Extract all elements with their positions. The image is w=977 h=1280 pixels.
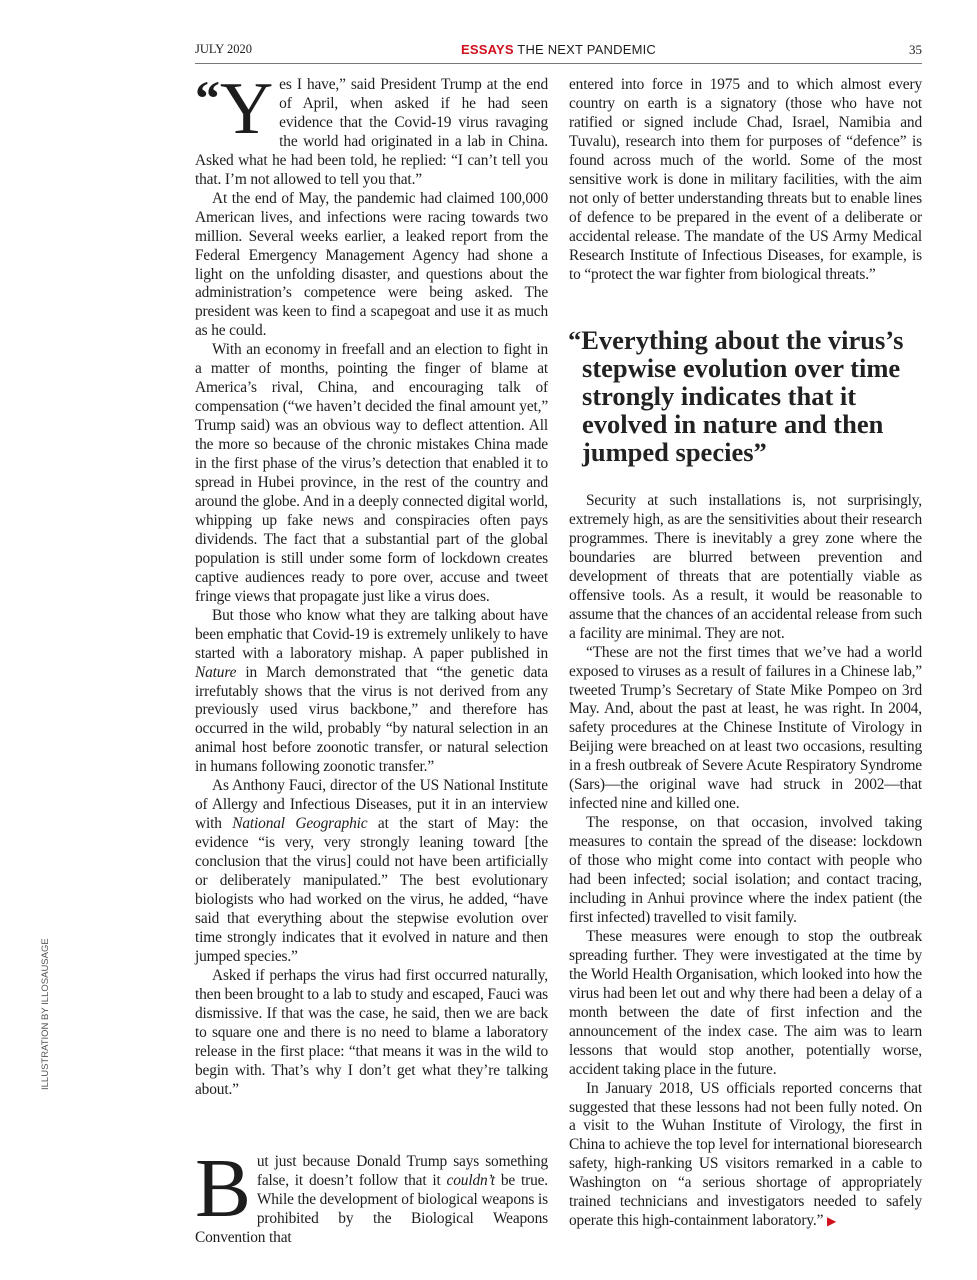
pull-quote-line: jumped species”: [582, 437, 767, 467]
publication-name: National Geographic: [232, 815, 368, 833]
paragraph: [569, 1080, 922, 1232]
left-column-section-two: [195, 1142, 548, 1248]
paragraph-text: es I have,” said President Trump at the end of April, when asked if he had seen evidence that the Covid-19 virus ravaging the world had originated in a lab in China. Asked what he had been told, he replied: “I can’t tell you that. I’m not allowed to tell you that.”: [195, 76, 548, 188]
running-header: [195, 40, 922, 60]
header-rule: [195, 63, 922, 64]
right-column-bottom: [569, 492, 922, 1231]
paragraph-text: at the start of May: the evidence “is very, very strongly leaning toward [the conclusion that the virus] could not have been artificially or deliberately manipulated.” The best evolutionary biologists who had worked on the virus, he added, “have said that everything about the stepwise evolution over time strongly indicates that it evolved in nature and then jumped species.”: [195, 815, 548, 965]
paragraph-text: ut just because Donald Trump says something false, it doesn’t follow that it: [256, 1153, 548, 1189]
pull-quote: [568, 326, 928, 466]
paragraph-text: As Anthony Fauci, director of the US National Institute of Allergy and Infectious Diseases, put it in an interview with: [195, 777, 548, 833]
pull-quote-line: evolved in nature and then: [582, 409, 884, 439]
continue-arrow-icon: ▶: [826, 1214, 837, 1229]
pull-quote-line: “Everything about the virus’s: [568, 325, 904, 355]
paragraph-text: But those who know what they are talking about have been emphatic that Covid-19 is extremely unlikely to have started with a laboratory mishap. A paper published in: [195, 606, 548, 662]
paragraph: [195, 1142, 548, 1248]
paragraph-text: In January 2018, US officials reported concerns that suggested that these lessons had not been fully noted. On a visit to the Wuhan Institute of Virology, the first in China to achieve the top level for international bioresearch safety, high-ranking US visitors remarked in a cable to Washington on “a serious shortage of appropriately trained technicians and investigators needed to safely operate this high-containment laboratory.”: [569, 1079, 922, 1230]
article-series: THE NEXT PANDEMIC: [517, 42, 657, 57]
paragraph: At the end of May, the pandemic had claimed 100,000 American lives, and infections were racing towards two million. Several weeks earlier, a leaked report from the Federal Emergency Management Agency had shone a light on the unfolding disaster, and questions about the administration’s competence were being asked. The president was keen to find a scapegoat and use it as much as he could.: [195, 189, 548, 340]
issue-date: JULY 2020: [195, 42, 252, 56]
section-name: ESSAYS: [460, 42, 514, 57]
drop-cap: Y: [219, 68, 274, 150]
paragraph: Asked if perhaps the virus had first occurred naturally, then been brought to a lab to study and escaped, Fauci was dismissive. If that was the case, he said, then we are back to square one and there is no need to blame a laboratory release in the first place: “that means it was in the wild to begin with. That’s why I don’t get what they’re talking about.”: [195, 966, 548, 1098]
pull-quote-line: strongly indicates that it: [582, 381, 857, 411]
paragraph: With an economy in freefall and an election to fight in a matter of months, pointing the finger of blame at America’s rival, China, and encouraging talk of compensation (“we haven’t decided the final amount yet,” Trump said) was an obvious way to deflect attention. All the more so because of the chronic mistakes China made in the first phase of the virus’s detection that enabled it to spread in Hubei province, in the rest of the country and around the globe. And in a deeply connected digital world, whipping up fake news and conspiracies often pays dividends. The fact that a substantial part of the global population is still under some form of lockdown creates captive audiences ready to pore over, accuse and tweet fringe views that propagate just like a virus does.: [195, 341, 548, 605]
emphasis: couldn’t: [446, 1171, 495, 1189]
section-label: [195, 42, 922, 57]
left-column: [195, 68, 548, 1099]
paragraph: [195, 68, 548, 190]
paragraph: [195, 777, 548, 967]
page-number: 35: [909, 42, 922, 57]
right-column-top: [569, 76, 922, 284]
paragraph: [195, 607, 548, 778]
paragraph-text: be true. While the development of biological weapons is prohibited by the Biological Weapons Convention that: [195, 1171, 548, 1246]
publication-name: Nature: [195, 663, 237, 681]
illustration-credit: ILLUSTRATION BY ILLOSAUSAGE: [40, 938, 51, 1090]
paragraph: entered into force in 1975 and to which almost every country on earth is a signatory (those who have not ratified or signed include Chad, Israel, Namibia and Tuvalu), research into them for purposes of “defence” is found across much of the world. Some of the most sensitive work is done in military facilities, with the aim not only of better understanding threats but to enable lines of defence to be prepared in the event of a deliberate or accidental release. The mandate of the US Army Medical Research Institute of Infectious Diseases, for example, is to “protect the war fighter from biological threats.”: [569, 76, 922, 283]
paragraph: The response, on that occasion, involved taking measures to contain the spread of the disease: lockdown of those who might come into contact with people who had been infected; social isolation; and contact tracing, including in Anhui province where the index patient (the first infected) travelled to visit family.: [569, 814, 922, 926]
pull-quote-line: stepwise evolution over time: [582, 353, 901, 383]
drop-cap: B: [195, 1142, 251, 1235]
opening-quote-mark: “: [195, 70, 220, 126]
paragraph: “These are not the first times that we’ve had a world exposed to viruses as a result of failures in a Chinese lab,” tweeted Trump’s Secretary of State Mike Pompeo on 3rd May. And, about the past at least, he was right. In 2004, safety procedures at the Chinese Institute of Virology in Beijing were breached on at least two occasions, resulting in a fresh outbreak of Severe Acute Respiratory Syndrome (Sars)—the original wave had struck in 2002—that infected nine and killed one.: [569, 643, 922, 813]
paragraph: These measures were enough to stop the outbreak spreading further. They were investigated at the time by the World Health Organisation, which looked into how the virus had been let out and why there had been a delay of a month between the date of first infection and the announcement of the index case. The aim was to learn lessons that would stop another, potentially worse, accident taking place in the future.: [569, 927, 922, 1078]
paragraph: Security at such installations is, not surprisingly, extremely high, as are the sensitivities about their research programmes. There is inevitably a grey zone where the boundaries are blurred between prevention and development of threats that are potentially viable as offensive tools. As a result, it would be reasonable to assume that the chances of an accidental release from such a facility are minimal. They are not.: [569, 492, 922, 642]
paragraph-text: in March demonstrated that “the genetic data irrefutably shows that the virus is not derived from any previously used virus backbone,” and therefore has occurred in the wild, probably “by natural selection in an animal host before zoonotic transfer, or natural selection in humans following zoonotic transfer.”: [195, 663, 548, 776]
